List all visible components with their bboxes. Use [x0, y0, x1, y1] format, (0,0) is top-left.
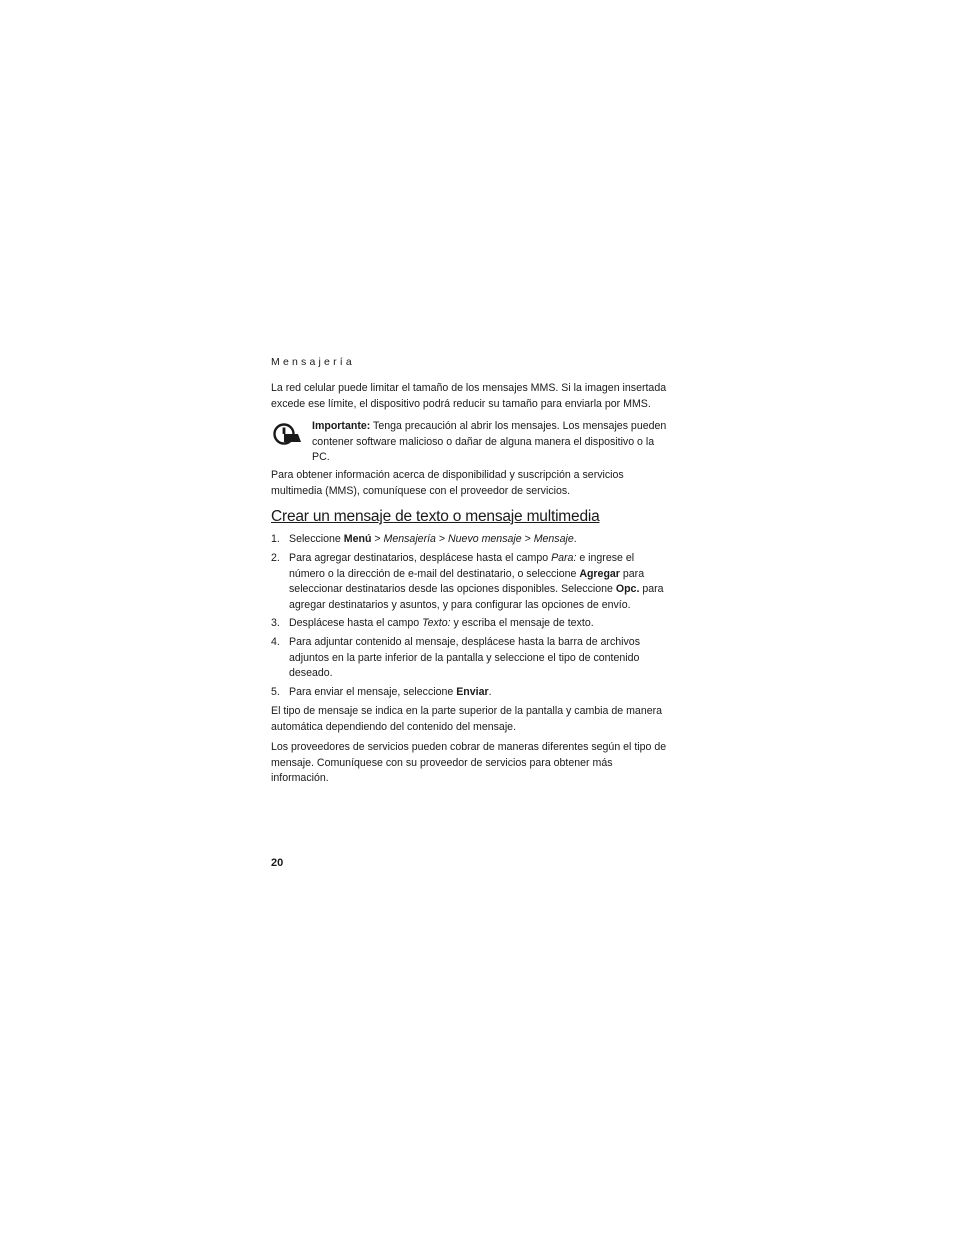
intro-paragraph: La red celular puede limitar el tamaño de los mensajes MMS. Si la imagen insertada excede ese límite, el dispositivo podrá reducir su tamaño para enviarla por MMS.	[271, 382, 667, 410]
step-text	[289, 685, 671, 701]
page-number: 20	[271, 857, 284, 869]
running-head: Mensajería	[271, 356, 355, 368]
step-text	[289, 616, 671, 632]
step-text-run: Desplácese hasta el campo	[289, 617, 423, 629]
step-text: Para adjuntar contenido al mensaje, desplácese hasta la barra de archivos adjuntos en la parte inferior de la pantalla y seleccione el tipo de contenido deseado.	[289, 636, 640, 680]
step-text-run: y escriba el mensaje de texto.	[450, 617, 594, 629]
mms-info-paragraph: Para obtener información acerca de disponibilidad y suscripción a servicios multimedia (MMS), comuníquese con el proveedor de servicios.	[271, 469, 624, 497]
notice-text	[312, 419, 670, 466]
menu-item-ref: Mensaje	[533, 533, 574, 545]
step-number: 2.	[271, 552, 280, 564]
menu-item-ref: Menú	[343, 533, 372, 545]
menu-item-ref: Mensajería	[383, 533, 436, 545]
softkey-ref: Opc.	[615, 583, 640, 596]
important-notice-icon	[271, 423, 303, 445]
softkey-ref: Agregar	[579, 567, 620, 580]
message-type-paragraph: El tipo de mensaje se indica en la parte superior de la pantalla y cambia de manera automática dependiendo del contenido del mensaje.	[271, 705, 663, 733]
step-text	[289, 551, 671, 614]
step-text-run: Seleccione	[289, 533, 344, 545]
step-number: 3.	[271, 617, 280, 629]
step-text-run: .	[573, 533, 577, 545]
menu-item-ref: Nuevo mensaje	[448, 533, 522, 545]
notice-label: Importante:	[312, 420, 371, 432]
field-ref: Para:	[551, 552, 577, 564]
step-text-run: Para agregar destinatarios, desplácese hasta el campo	[289, 552, 552, 564]
step-number: 5.	[271, 686, 280, 698]
step-text-run: Para enviar el mensaje, seleccione	[289, 686, 457, 698]
step-text-run: para agregar destinatarios y asuntos, y para configurar las opciones de envío.	[289, 583, 664, 612]
step-number: 1.	[271, 533, 280, 545]
notice-body: Tenga precaución al abrir los mensajes. Los mensajes pueden contener software malicioso o dañar de alguna manera el dispositivo o la PC.	[312, 420, 667, 464]
providers-paragraph: Los proveedores de servicios pueden cobrar de maneras diferentes según el tipo de mensaje. Comuníquese con su proveedor de servicios para obtener más información.	[271, 741, 667, 785]
step-number: 4.	[271, 636, 280, 648]
path-separator: >	[521, 533, 534, 545]
step-text	[289, 532, 671, 548]
path-separator: >	[435, 533, 449, 545]
softkey-ref: Enviar	[456, 686, 489, 698]
step-text-run: .	[488, 686, 492, 698]
section-heading: Crear un mensaje de texto o mensaje multimedia	[271, 508, 600, 525]
step-text-run: para seleccionar destinatarios desde las opciones disponibles. Seleccione	[289, 567, 645, 596]
step-text-run: e ingrese el número o la dirección de e-mail del destinatario, o seleccione	[289, 552, 635, 580]
field-ref: Texto:	[422, 617, 451, 629]
path-separator: >	[371, 533, 384, 545]
